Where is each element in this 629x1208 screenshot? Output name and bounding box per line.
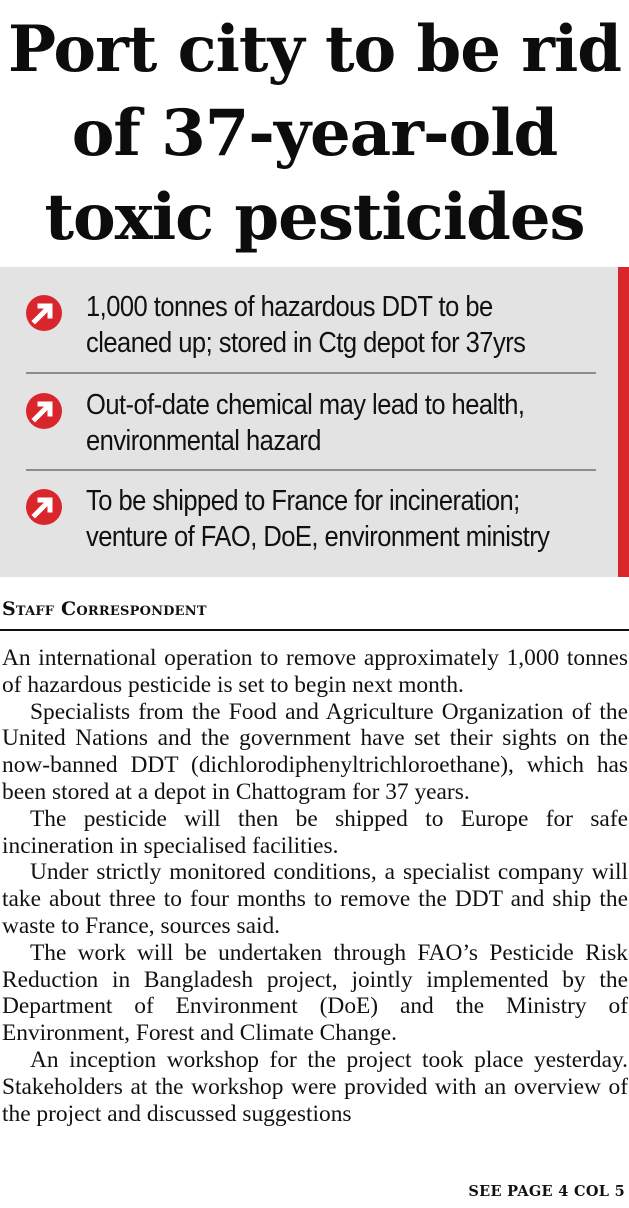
paragraph: An international operation to remove approximately 1,000 tonnes of hazardous pesticide is set to begin next month. (2, 645, 628, 698)
headline-line-3: toxic pesticides (44, 180, 585, 255)
paragraph: Specialists from the Food and Agriculture Organization of the United Nations and the government have set their sights on the now-banned DDT (dichlorodiphenyltrichloroethane), which has been stored at a depot in Chattogram for 37 years. (2, 698, 628, 805)
highlight-text-1: 1,000 tonnes of hazardous DDT to be cleaned up; stored in Ctg depot for 37yrs (86, 291, 526, 359)
highlight-divider (26, 372, 596, 374)
red-arrow-circle-icon (24, 391, 64, 431)
headline-line-1: Port city to be rid (7, 12, 622, 87)
article-body (2, 645, 628, 1127)
red-arrow-circle-icon (24, 487, 64, 527)
byline-rule (0, 629, 629, 631)
highlight-divider (26, 469, 596, 471)
highlight-text-3: To be shipped to France for incineration; venture of FAO, DoE, environment ministry (86, 485, 550, 553)
paragraph: Under strictly monitored conditions, a specialist company will take about three to four months to remove the DDT and ship the waste to France, sources said. (2, 859, 628, 939)
paragraph: An inception workshop for the project took place yesterday. Stakeholders at the workshop were provided with an overview of the project and discussed suggestions (2, 1046, 628, 1127)
highlight-text-2: Out-of-date chemical may lead to health, environmental hazard (86, 389, 525, 457)
red-arrow-circle-icon (24, 293, 64, 333)
paragraph: The work will be undertaken through FAO’s Pesticide Risk Reduction in Bangladesh project, jointly implemented by the Department of Environment (DoE) and the Ministry of Environment, Forest and Climate Change. (2, 939, 628, 1047)
highlights-panel (0, 267, 618, 577)
headline (0, 8, 629, 260)
paragraph: The pesticide will then be shipped to Europe for safe incineration in specialised facilities. (2, 805, 628, 859)
byline: Staff Correspondent (2, 598, 207, 620)
headline-line-2: of 37-year-old (71, 96, 558, 171)
continuation-link[interactable]: SEE PAGE 4 COL 5 (468, 1183, 625, 1200)
accent-bar (618, 267, 629, 577)
